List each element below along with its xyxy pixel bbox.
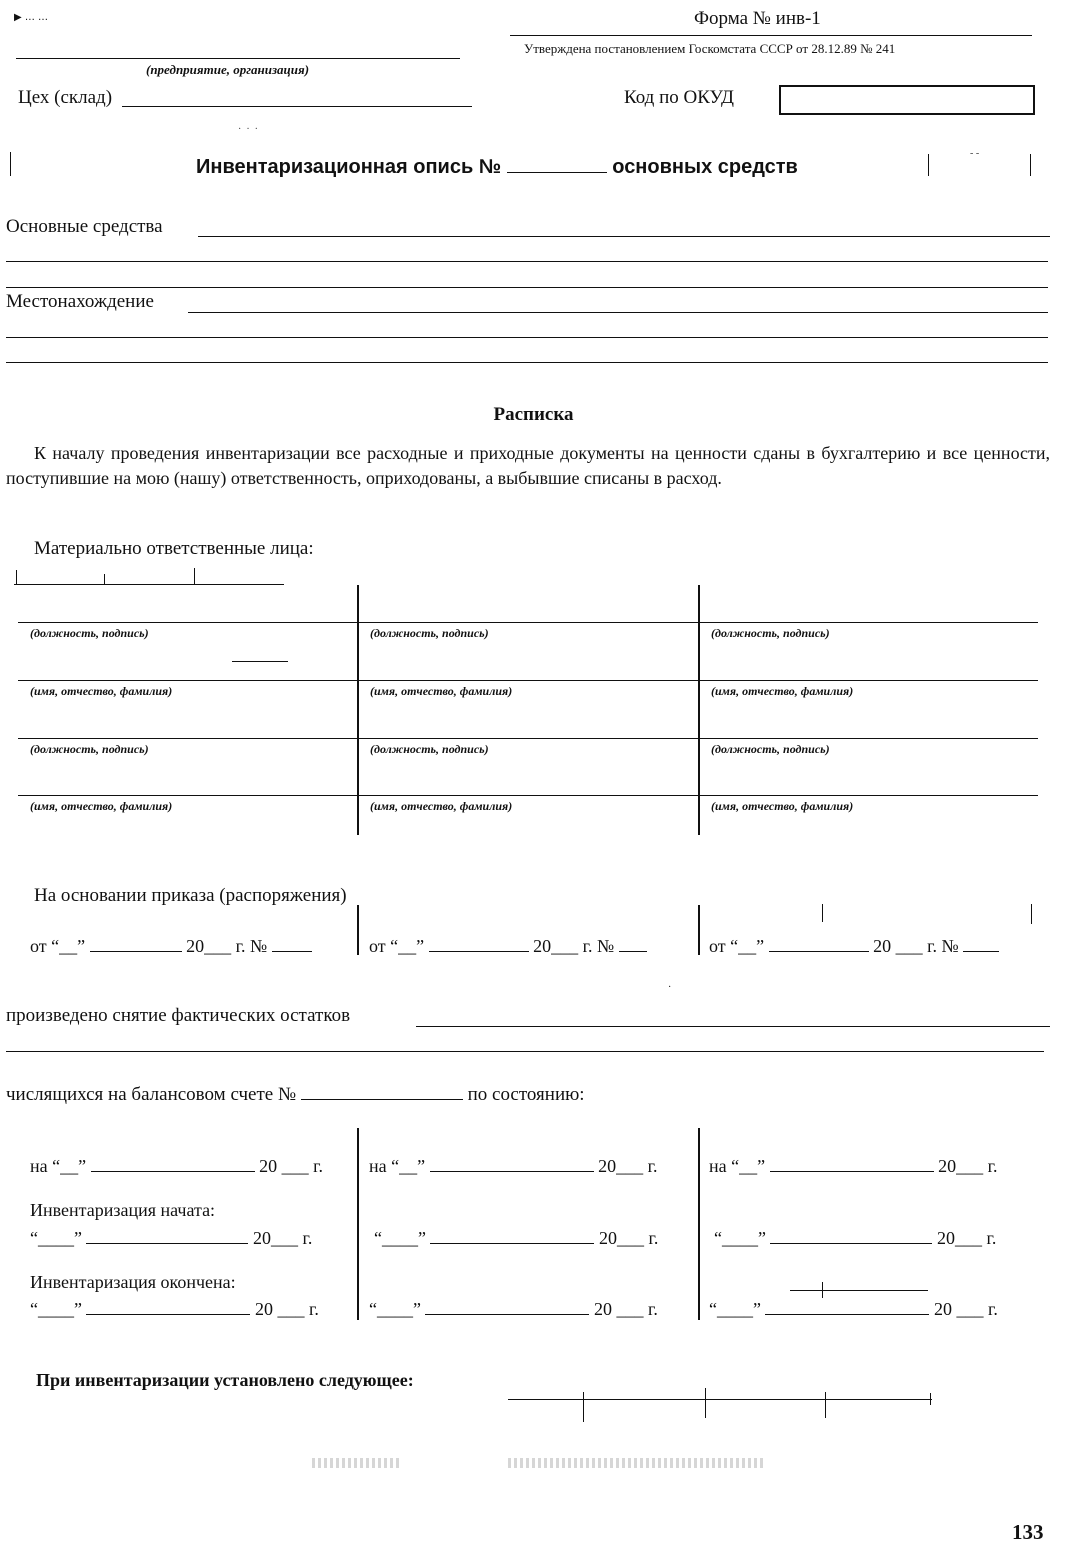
footer-rule-tick-3 <box>825 1392 826 1418</box>
order-year: 20___ г. № <box>533 936 615 956</box>
order-year: 20___ г. № <box>186 936 268 956</box>
on-prefix: на “__” <box>369 1156 426 1176</box>
on-year: 20 ___ г. <box>259 1156 323 1176</box>
location-field-3[interactable] <box>6 362 1048 363</box>
end-month-field[interactable] <box>765 1296 929 1315</box>
sig-row-line-1[interactable] <box>18 622 1038 623</box>
removal-field-1[interactable] <box>416 1026 1050 1027</box>
dates-divider-2 <box>698 1128 700 1320</box>
title-right-tick-2 <box>1030 154 1031 176</box>
quote-blank: “____” <box>30 1299 82 1319</box>
order-year: 20 ___ г. № <box>873 936 959 956</box>
account-row <box>6 1081 585 1106</box>
start-month-field[interactable] <box>770 1225 932 1244</box>
on-month-field[interactable] <box>91 1153 255 1172</box>
on-prefix: на “__” <box>30 1156 87 1176</box>
okud-code-box[interactable] <box>779 85 1035 115</box>
location-field-1[interactable] <box>188 312 1048 313</box>
end-date-col-1[interactable] <box>30 1296 319 1320</box>
sig-caption-name: (имя, отчество, фамилия) <box>711 684 854 698</box>
started-label: Инвентаризация начата: <box>30 1200 216 1220</box>
persons-underline <box>14 584 284 585</box>
order-month-field[interactable] <box>90 933 182 952</box>
receipt-body: К началу проведения инвентаризации все расходные и приходные документы на ценности сданы в бухгалтерию и все ценности, поступившие на мою (нашу) ответственность, оприходованы, а выбывшие списаны в расход. <box>6 443 1050 488</box>
order-number-field[interactable] <box>272 933 312 952</box>
scan-dots: · · · <box>238 124 258 135</box>
start-date-col-2[interactable] <box>374 1225 658 1249</box>
sig-row-line-4[interactable] <box>18 795 1038 796</box>
workshop-label: Цех (склад) <box>18 87 113 108</box>
fixed-assets-label: Основные средства <box>6 216 163 237</box>
sig-caption-position: (должность, подпись) <box>370 626 489 640</box>
sig-caption-name: (имя, отчество, фамилия) <box>711 799 854 813</box>
sig-row-line-2[interactable] <box>18 680 1038 681</box>
location-label: Местонахождение <box>6 291 154 312</box>
start-date-col-3[interactable] <box>714 1225 996 1249</box>
sig-caption-name: (имя, отчество, фамилия) <box>30 799 173 813</box>
finished-scan-mark <box>790 1290 928 1291</box>
title-right-dash: - - <box>970 148 980 159</box>
persons-label: Материально ответственные лица: <box>34 538 314 559</box>
approval-note: Утверждена постановлением Госкомстата СССР от 28.12.89 № 241 <box>524 41 896 56</box>
title-left-tick <box>10 152 11 176</box>
sig-caption-position: (должность, подпись) <box>370 742 489 756</box>
account-label: числящихся на балансовом счете № <box>6 1084 297 1105</box>
on-year: 20___ г. <box>938 1156 998 1176</box>
sig-caption-position: (должность, подпись) <box>711 742 830 756</box>
end-year: 20 ___ г. <box>593 1299 658 1319</box>
on-date-col-2[interactable] <box>369 1153 657 1177</box>
start-year: 20___ г. <box>252 1228 313 1248</box>
sig-caption-name: (имя, отчество, фамилия) <box>370 799 513 813</box>
order-label: На основании приказа (распоряжения) <box>34 885 347 906</box>
end-date-col-3[interactable] <box>709 1296 998 1320</box>
order-date-col-3[interactable] <box>709 933 999 957</box>
order-date-col-1[interactable] <box>30 933 312 957</box>
end-date-col-2[interactable] <box>369 1296 658 1320</box>
order-month-field[interactable] <box>769 933 869 952</box>
start-year: 20___ г. <box>936 1228 997 1248</box>
end-month-field[interactable] <box>425 1296 589 1315</box>
status-label: по состоянию: <box>467 1084 585 1105</box>
footer-rule-tick-4 <box>930 1393 931 1405</box>
start-month-field[interactable] <box>86 1225 248 1244</box>
order-number-field[interactable] <box>963 933 999 952</box>
form-number-rule <box>510 35 1032 36</box>
persons-tick-1 <box>16 570 17 584</box>
fixed-assets-field-3[interactable] <box>6 287 1048 288</box>
order-from: от “__” <box>369 936 425 956</box>
finished-label: Инвентаризация окончена: <box>30 1272 236 1292</box>
sig-row-line-3[interactable] <box>18 738 1038 739</box>
corner-mark: ▶ … … <box>14 12 49 23</box>
sig-caption-name: (имя, отчество, фамилия) <box>370 684 513 698</box>
sig-scan-dash <box>232 661 288 662</box>
quote-blank: “____” <box>374 1228 426 1248</box>
sig-caption-name: (имя, отчество, фамилия) <box>30 684 173 698</box>
order-tick-1 <box>822 904 823 922</box>
quote-blank: “____” <box>30 1228 82 1248</box>
end-year: 20 ___ г. <box>254 1299 319 1319</box>
quote-blank: “____” <box>714 1228 766 1248</box>
order-date-col-2[interactable] <box>369 933 647 957</box>
order-number-field[interactable] <box>619 933 647 952</box>
persons-tick-3 <box>194 568 195 584</box>
workshop-field[interactable] <box>122 106 472 107</box>
form-title <box>196 154 798 179</box>
end-month-field[interactable] <box>86 1296 250 1315</box>
sig-caption-position: (должность, подпись) <box>711 626 830 640</box>
order-from: от “__” <box>709 936 765 956</box>
fixed-assets-field-2[interactable] <box>6 261 1048 262</box>
quote-blank: “____” <box>709 1299 761 1319</box>
footer-rule-tick-2 <box>705 1388 706 1418</box>
page-number: 133 <box>1012 1520 1044 1544</box>
title-after: основных средств <box>612 156 798 178</box>
on-month-field[interactable] <box>770 1153 934 1172</box>
footer-rule <box>508 1399 932 1400</box>
sig-caption-position: (должность, подпись) <box>30 742 149 756</box>
removal-field-2[interactable] <box>6 1051 1044 1052</box>
fixed-assets-field-1[interactable] <box>198 236 1050 237</box>
receipt-heading: Расписка <box>493 404 574 425</box>
okud-label: Код по ОКУД <box>624 87 735 108</box>
order-from: от “__” <box>30 936 86 956</box>
sig-caption-position: (должность, подпись) <box>30 626 149 640</box>
location-field-2[interactable] <box>6 337 1048 338</box>
order-divider-2 <box>698 905 700 955</box>
bleed-through-smudge <box>508 1458 764 1468</box>
enterprise-line[interactable] <box>16 58 460 59</box>
account-number-field[interactable] <box>301 1081 463 1100</box>
on-month-field[interactable] <box>430 1153 594 1172</box>
on-date-col-3[interactable] <box>709 1153 997 1177</box>
order-divider-1 <box>357 905 359 955</box>
enterprise-caption: (предприятие, организация) <box>146 62 310 77</box>
quote-blank: “____” <box>369 1299 421 1319</box>
title-before: Инвентаризационная опись № <box>196 156 502 178</box>
footer-rule-tick-1 <box>583 1392 584 1422</box>
on-prefix: на “__” <box>709 1156 766 1176</box>
order-tick-2 <box>1031 904 1032 924</box>
on-year: 20___ г. <box>598 1156 658 1176</box>
title-right-tick-1 <box>928 154 929 176</box>
scan-dot: · <box>668 982 672 993</box>
persons-tick-2 <box>104 574 105 584</box>
on-date-col-1[interactable] <box>30 1153 323 1177</box>
title-number-field[interactable] <box>507 154 607 173</box>
end-year: 20 ___ г. <box>933 1299 998 1319</box>
start-year: 20___ г. <box>598 1228 659 1248</box>
order-month-field[interactable] <box>429 933 529 952</box>
dates-divider-1 <box>357 1128 359 1320</box>
bleed-through-smudge <box>312 1458 402 1468</box>
start-date-col-1[interactable] <box>30 1225 312 1249</box>
form-number: Форма № инв-1 <box>694 8 821 29</box>
start-month-field[interactable] <box>430 1225 594 1244</box>
removal-label: произведено снятие фактических остатков <box>6 1005 351 1026</box>
established-label: При инвентаризации установлено следующее: <box>36 1370 414 1390</box>
